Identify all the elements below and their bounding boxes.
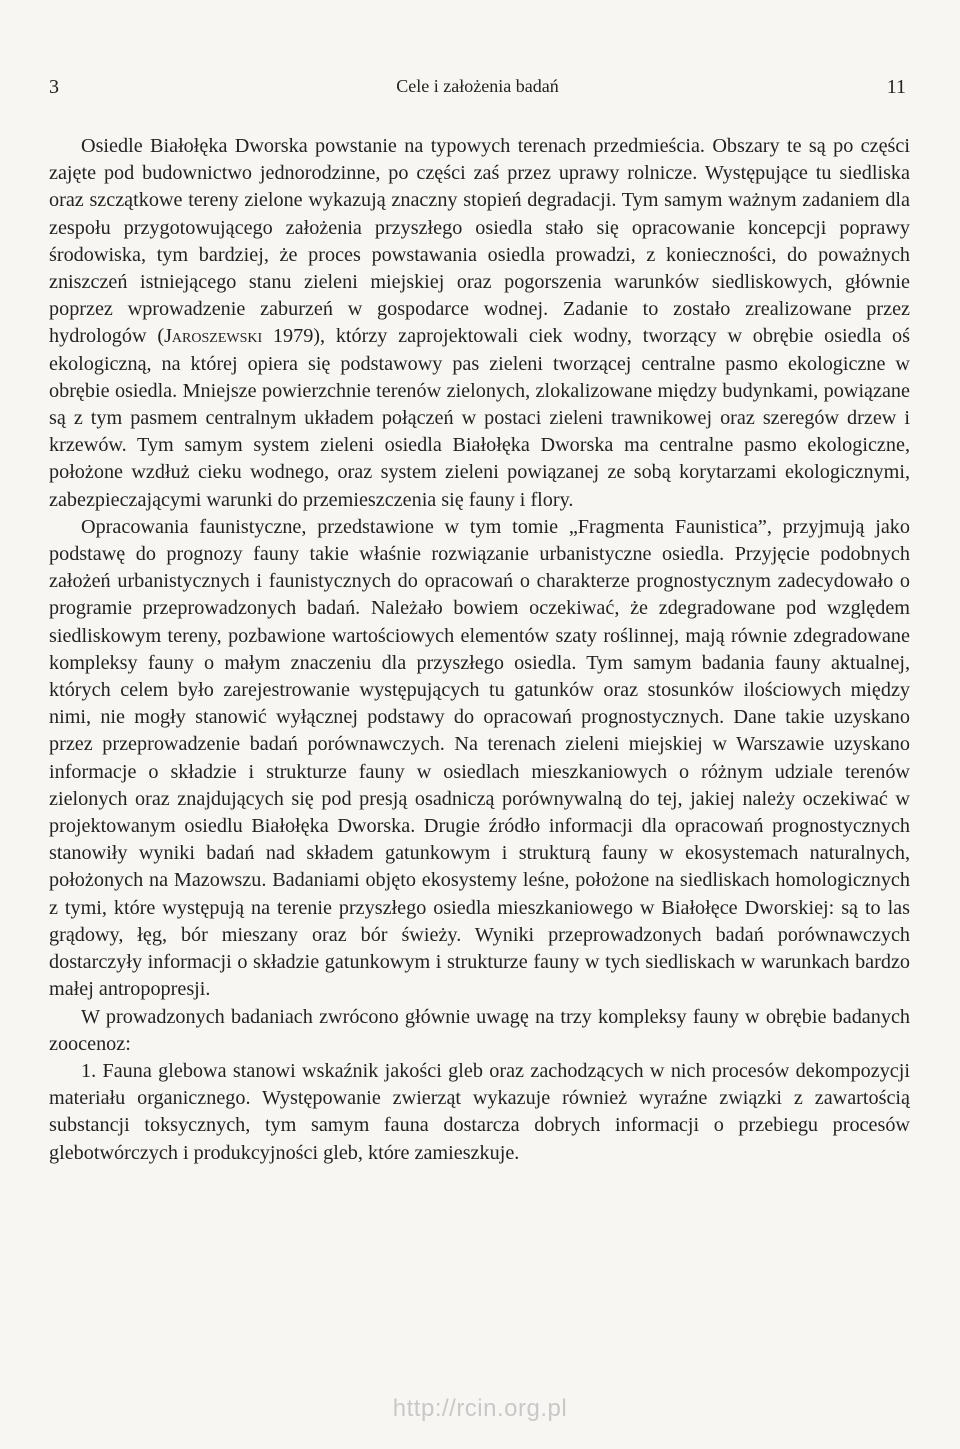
paragraph-2: Opracowania faunistyczne, przedstawione w tym tomie „Fragmenta Faunistica”, przyjmują jako podstawę do prognozy fauny takie właśnie rozwiązanie urbanistyczne osiedla. Przyjęcie podobnych założeń urbanistycznych i faunistycznych do opracowań o charakterze prognostycznym zadecydowało o programie przeprowadzonych badań. Należało bowiem oczekiwać, że zdegradowane pod względem siedliskowym tereny, pozbawione wartościowych elementów szaty roślinnej, mają równie zdegradowane kompleksy fauny o małym znaczeniu dla przyszłego osiedla. Tym samym badania fauny aktualnej, których celem było zarejestrowanie występujących tu gatunków oraz stosunków ilościowych między nimi, nie mogły stanowić wyłącznej podstawy do opracowań prognostycznych. Dane takie uzyskano przez przeprowadzenie badań porównawczych. Na terenach zieleni miejskiej w Warszawie uzyskano informacje o składzie i strukturze fauny w osiedlach mieszkaniowych o różnym udziale terenów zielonych oraz znajdujących się pod presją osadniczą porównywalną do tej, jakiej należy oczekiwać w projektowanym osiedlu Białołęka Dworska. Drugie źródło informacji dla opracowań prognostycznych stanowiły wyniki badań nad składem gatunkowym i strukturą fauny w ekosystemach naturalnych, położonych na Mazowszu. Badaniami objęto ekosystemy leśne, położone na siedliskach homologicznych z tymi, które występują na terenie przyszłego osiedla mieszkaniowego w Białołęce Dworskiej: są to las grądowy, łęg, bór mieszany oraz bór świeży. Wyniki przeprowadzonych badań porównawczych dostarczyły informacji o składzie gatunkowym i strukturze fauny w tych siedliskach w warunkach bardzo małej antropopresji. (49, 515, 910, 1001)
list-item-1: 1. Fauna glebowa stanowi wskaźnik jakości gleb oraz zachodzących w nich procesów dekompozycji materiału organicznego. Występowanie zwierząt wykazuje również wyraźne związki z zawartością substancji toksycznych, tym samym fauna dostarcza dobrych informacji o przebiegu procesów glebotwórczych i produkcyjności gleb, które zamieszkuje. (49, 1059, 910, 1164)
author-citation: Jaroszewski (164, 325, 263, 348)
running-title: Cele i założenia badań (396, 76, 559, 96)
chapter-number: 3 (49, 76, 59, 98)
paragraph-1-text-a: Osiedle Białołęka Dworska powstanie na typowych terenach przedmieścia. Obszary te są po części zajęte pod budownictwo jednorodzinne, po części zaś przez uprawy rolnicze. Występujące tu siedliska oraz szczątkowe tereny zielone wykazują znaczny stopień degradacji. Tym samym ważnym zadaniem dla zespołu przygotowującego założenia przyszłego osiedla stało się opracowanie koncepcji poprawy środowiska, tym bardziej, że proces powstawania osiedla prowadzi, z konieczności, do poważnych zniszczeń istniejącego stanu zieleni miejskiej oraz pogorszenia warunków siedliskowych, głównie poprzez wprowadzenie zaburzeń w gospodarce wodnej. Zadanie to zostało zrealizowane przez hydrologów ( (49, 135, 910, 348)
paragraph-1-text-b: 1979), którzy zaprojektowali ciek wodny, tworzący w obrębie osiedla oś ekologiczną, na której opiera się podstawowy pas zieleni tworzącej centralne pasmo ekologiczne w obrębie osiedla. Mniejsze powierzchnie terenów zielonych, zlokalizowane między budynkami, powiązane są z tym pasmem centralnym układem połączeń w postaci zieleni trawnikowej oraz szeregów drzew i krzewów. Tym samym system zieleni osiedla Białołęka Dworska ma centralne pasmo ekologiczne, położone wzdłuż cieku wodnego, oraz system zieleni powiązanej ze sobą korytarzami ekologicznymi, zabezpieczającymi warunki do przemieszczenia się fauny i flory. (49, 325, 910, 511)
page-header (49, 76, 906, 106)
watermark-url: http://rcin.org.pl (392, 1395, 568, 1422)
paragraph-3: W prowadzonych badaniach zwrócono głównie uwagę na trzy kompleksy fauny w obrębie badanych zoocenoz: (49, 1005, 910, 1055)
body-text (49, 133, 910, 1167)
paragraph-1 (49, 133, 910, 514)
page-number: 11 (886, 76, 906, 98)
